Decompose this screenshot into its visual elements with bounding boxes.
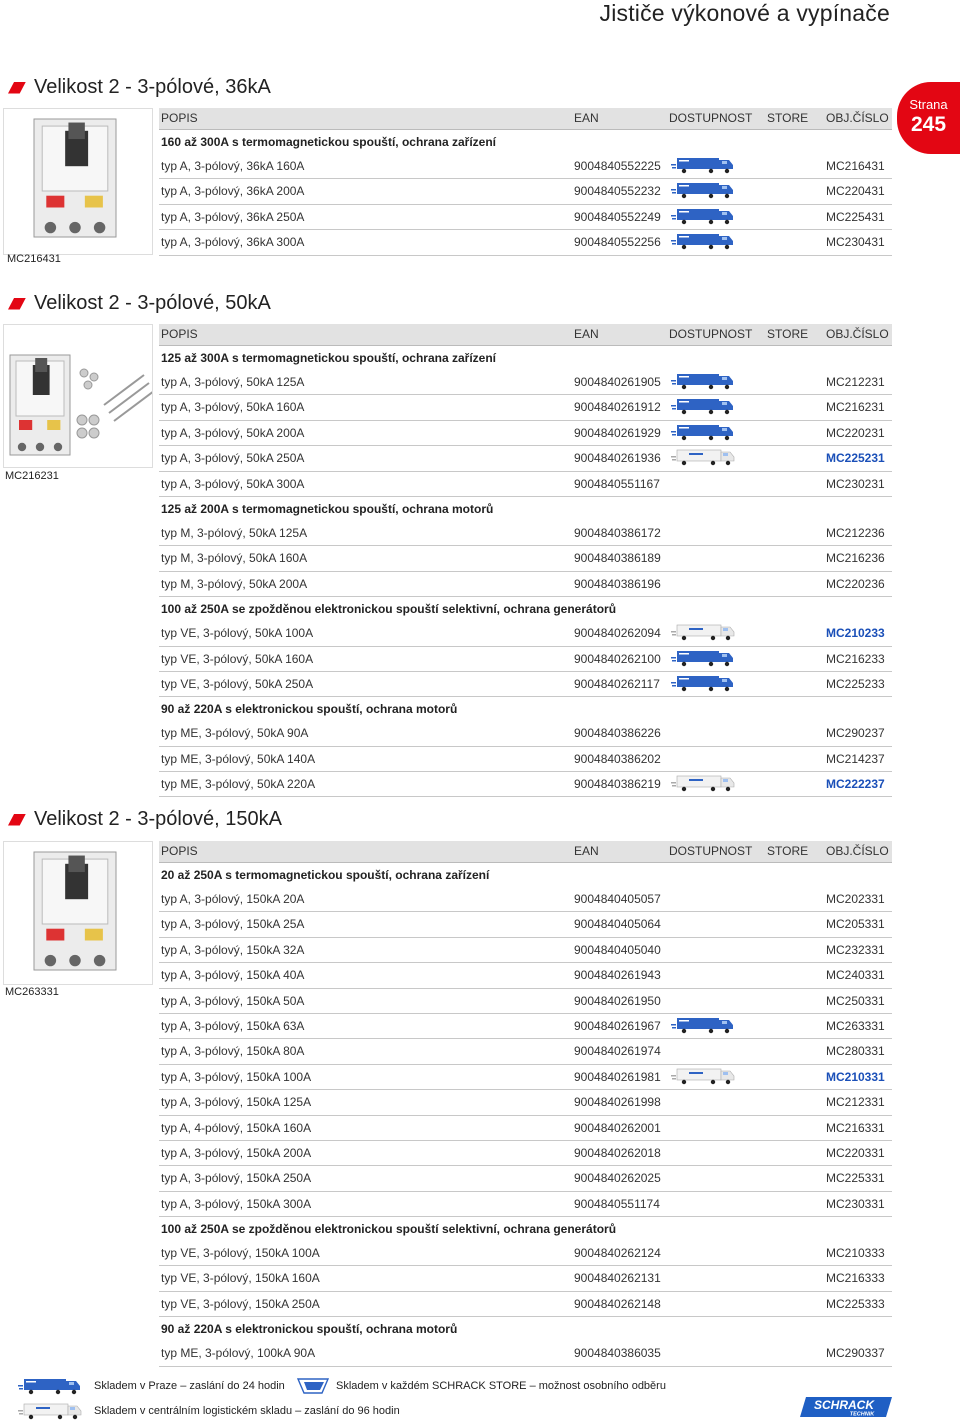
row-ean: 9004840261998: [574, 1095, 661, 1110]
row-description: typ A, 3-pólový, 150kA 20A: [161, 892, 305, 906]
row-description: typ A, 3-pólový, 50kA 160A: [161, 400, 305, 415]
section-title: Velikost 2 - 3-pólové, 50kA: [8, 292, 271, 315]
table-row: [159, 963, 892, 988]
header-popis: POPIS: [161, 327, 198, 341]
header-ean: EAN: [574, 844, 599, 858]
row-order-code: MC210333: [826, 1246, 885, 1261]
row-order-code: MC222237: [826, 777, 885, 792]
row-description: typ A, 3-pólový, 36kA 160A: [161, 159, 305, 173]
row-description: typ ME, 3-pólový, 50kA 140A: [161, 751, 316, 766]
page-title: Jističe výkonové a vypínače: [599, 0, 890, 26]
header-store: STORE: [767, 844, 809, 858]
row-ean: 9004840261974: [574, 1044, 661, 1059]
row-order-code: MC220431: [826, 184, 885, 199]
schrack-logo: [800, 1395, 892, 1419]
row-ean: 9004840262124: [574, 1246, 661, 1261]
row-order-code: MC202331: [826, 892, 885, 906]
row-ean: 9004840386196: [574, 576, 661, 591]
table-row: [159, 230, 892, 255]
row-description: typ A, 3-pólový, 150kA 200A: [161, 1145, 312, 1160]
table-row: [159, 672, 892, 697]
product-image: [3, 324, 153, 468]
row-description: typ A, 3-pólový, 150kA 125A: [161, 1095, 312, 1110]
row-order-code: MC290237: [826, 726, 885, 741]
row-order-code: MC232331: [826, 942, 885, 957]
header-popis: POPIS: [161, 111, 198, 125]
row-ean: 9004840552225: [574, 159, 661, 173]
row-ean: 9004840386202: [574, 751, 661, 766]
row-description: typ VE, 3-pólový, 150kA 100A: [161, 1246, 320, 1261]
row-ean: 9004840261950: [574, 993, 661, 1008]
row-description: typ A, 3-pólový, 150kA 40A: [161, 968, 305, 983]
table-header: [159, 841, 892, 863]
row-description: typ VE, 3-pólový, 150kA 160A: [161, 1271, 320, 1286]
row-ean: 9004840386189: [574, 551, 661, 566]
row-order-code: MC230231: [826, 476, 885, 491]
row-order-code: MC225333: [826, 1296, 885, 1311]
section-marker: [8, 814, 26, 826]
section-title: Velikost 2 - 3-pólové, 150kA: [8, 808, 282, 831]
table-row: [159, 179, 892, 204]
page-number-label: Strana: [909, 97, 948, 112]
header-obj-cislo: OBJ.ČÍSLO: [826, 327, 889, 341]
table-row: [159, 421, 892, 446]
row-ean: 9004840262117: [574, 676, 660, 691]
row-description: typ A, 3-pólový, 150kA 80A: [161, 1044, 305, 1059]
header-store: STORE: [767, 327, 809, 341]
truck-central-icon: [18, 1402, 88, 1420]
legend-central: [18, 1402, 400, 1420]
row-order-code: MC230331: [826, 1196, 885, 1211]
row-order-code: MC280331: [826, 1044, 885, 1059]
truck-prague-icon: [671, 1016, 743, 1034]
table-row: [159, 205, 892, 230]
row-order-code: MC216231: [826, 400, 885, 415]
row-order-code: MC216233: [826, 651, 885, 666]
truck-central-icon: [671, 774, 743, 792]
row-description: typ A, 3-pólový, 50kA 300A: [161, 476, 305, 491]
row-order-code: MC216431: [826, 159, 885, 173]
row-ean: 9004840386219: [574, 777, 661, 792]
header-popis: POPIS: [161, 844, 198, 858]
row-ean: 9004840552249: [574, 209, 661, 224]
row-ean: 9004840261929: [574, 425, 661, 440]
section-marker: [8, 82, 26, 94]
row-description: typ A, 3-pólový, 150kA 25A: [161, 917, 305, 932]
row-ean: 9004840261967: [574, 1018, 661, 1033]
truck-central-icon: [671, 448, 743, 466]
header-store: STORE: [767, 111, 809, 125]
row-ean: 9004840386035: [574, 1346, 661, 1361]
row-description: typ A, 3-pólový, 36kA 250A: [161, 209, 305, 224]
row-order-code: MC225233: [826, 676, 885, 691]
table-row: [159, 446, 892, 471]
legend-store: [296, 1377, 666, 1395]
group-title: 20 až 250A s termomagnetickou spouští, ochrana zařízení: [161, 868, 490, 882]
row-ean: 9004840386226: [574, 726, 661, 741]
row-ean: 9004840262001: [574, 1120, 661, 1135]
row-description: typ M, 3-pólový, 50kA 125A: [161, 525, 308, 540]
table-row: [159, 772, 892, 797]
truck-prague-icon: [671, 156, 743, 174]
row-order-code: MC214237: [826, 751, 885, 766]
row-ean: 9004840552232: [574, 184, 661, 199]
table-row: [159, 721, 892, 746]
row-ean: 9004840262018: [574, 1145, 661, 1160]
product-table: [159, 108, 892, 256]
row-description: typ A, 3-pólový, 150kA 250A: [161, 1171, 312, 1186]
row-ean: 9004840262025: [574, 1171, 661, 1186]
table-row: [159, 1039, 892, 1064]
row-description: typ M, 3-pólový, 50kA 160A: [161, 551, 308, 566]
row-ean: 9004840552256: [574, 235, 661, 250]
row-ean: 9004840551167: [574, 476, 660, 491]
page-number: 245: [910, 113, 947, 136]
row-order-code: MC225331: [826, 1171, 885, 1186]
row-ean: 9004840261943: [574, 968, 661, 983]
row-order-code: MC212231: [826, 375, 885, 389]
row-order-code: MC220236: [826, 576, 885, 591]
row-order-code: MC250331: [826, 993, 885, 1008]
product-image-code: MC263331: [5, 986, 59, 998]
truck-prague-icon: [671, 207, 743, 225]
row-description: typ A, 3-pólový, 150kA 300A: [161, 1196, 312, 1211]
table-row: [159, 938, 892, 963]
header-obj-cislo: OBJ.ČÍSLO: [826, 111, 889, 125]
group-title: 90 až 220A s elektronickou spouští, ochrana motorů: [161, 1322, 458, 1337]
table-row: [159, 989, 892, 1014]
svg-text:TECHNIK: TECHNIK: [849, 1411, 875, 1418]
row-order-code: MC212331: [826, 1095, 885, 1110]
row-description: typ VE, 3-pólový, 150kA 250A: [161, 1296, 320, 1311]
table-row: [159, 1192, 892, 1217]
row-description: typ VE, 3-pólový, 50kA 160A: [161, 651, 314, 666]
truck-prague-icon: [671, 181, 743, 199]
table-row: [159, 1141, 892, 1166]
row-description: typ A, 3-pólový, 36kA 300A: [161, 235, 305, 250]
row-order-code: MC240331: [826, 968, 885, 983]
truck-central-icon: [671, 1067, 743, 1085]
header-obj-cislo: OBJ.ČÍSLO: [826, 844, 889, 858]
table-row: [159, 1166, 892, 1191]
legend-store-text: Skladem v každém SCHRACK STORE – možnost osobního odběru: [336, 1380, 666, 1392]
table-row: [159, 1090, 892, 1115]
row-order-code: MC216333: [826, 1271, 885, 1286]
header-ean: EAN: [574, 327, 599, 341]
table-row: [159, 887, 892, 912]
row-ean: 9004840261936: [574, 451, 661, 466]
group-title: 90 až 220A s elektronickou spouští, ochrana motorů: [161, 702, 458, 717]
group-title: 125 až 200A s termomagnetickou spouští, ochrana motorů: [161, 501, 494, 516]
row-order-code: MC216331: [826, 1120, 885, 1135]
row-ean: 9004840262100: [574, 651, 661, 666]
truck-prague-icon: [671, 372, 743, 390]
group-title: 125 až 300A s termomagnetickou spouští, ochrana zařízení: [161, 351, 497, 365]
truck-prague-icon: [671, 232, 743, 250]
row-order-code: MC225231: [826, 451, 885, 466]
row-description: typ A, 3-pólový, 150kA 63A: [161, 1018, 305, 1033]
section-title: Velikost 2 - 3-pólové, 36kA: [8, 76, 271, 99]
row-ean: 9004840551174: [574, 1196, 660, 1211]
product-image: [3, 841, 153, 985]
table-row: [159, 154, 892, 179]
product-image-code: MC216231: [5, 470, 59, 482]
row-ean: 9004840386172: [574, 525, 661, 540]
store-cart-icon: [296, 1377, 330, 1395]
table-row: [159, 1065, 892, 1090]
table-row: [159, 546, 892, 571]
table-row: [159, 572, 892, 597]
table-row: [159, 395, 892, 420]
truck-prague-icon: [671, 423, 743, 441]
svg-text:SCHRACK: SCHRACK: [814, 1398, 874, 1412]
product-image: [3, 108, 153, 255]
footer-legend: [0, 1365, 960, 1427]
table-header: [159, 108, 892, 130]
row-ean: 9004840405057: [574, 892, 661, 906]
row-description: typ A, 4-pólový, 150kA 160A: [161, 1120, 312, 1135]
row-order-code: MC216236: [826, 551, 885, 566]
row-ean: 9004840405040: [574, 942, 661, 957]
truck-prague-icon: [671, 397, 743, 415]
row-order-code: MC225431: [826, 209, 885, 224]
legend-central-text: Skladem v centrálním logistickém skladu – zaslání do 96 hodin: [94, 1405, 400, 1417]
product-table: [159, 841, 892, 1367]
table-row: [159, 1341, 892, 1366]
section-marker: [8, 298, 26, 310]
row-ean: 9004840261912: [574, 400, 661, 415]
row-ean: 9004840262148: [574, 1296, 661, 1311]
row-ean: 9004840262094: [574, 626, 661, 641]
truck-central-icon: [671, 623, 743, 641]
row-description: typ VE, 3-pólový, 50kA 250A: [161, 676, 314, 691]
table-row: [159, 621, 892, 646]
row-description: typ ME, 3-pólový, 100kA 90A: [161, 1346, 316, 1361]
row-description: typ A, 3-pólový, 150kA 50A: [161, 993, 305, 1008]
row-ean: 9004840261905: [574, 375, 661, 389]
table-row: [159, 1116, 892, 1141]
legend-prague: [18, 1377, 285, 1395]
row-order-code: MC263331: [826, 1018, 885, 1033]
row-order-code: MC220331: [826, 1145, 885, 1160]
group-title: 160 až 300A s termomagnetickou spouští, ochrana zařízení: [161, 135, 497, 149]
table-row: [159, 370, 892, 395]
truck-prague-icon: [671, 674, 743, 692]
table-row: [159, 747, 892, 772]
header-dostupnost: DOSTUPNOST: [669, 327, 753, 341]
row-order-code: MC290337: [826, 1346, 885, 1361]
row-ean: 9004840262131: [574, 1271, 661, 1286]
table-row: [159, 647, 892, 672]
row-description: typ M, 3-pólový, 50kA 200A: [161, 576, 308, 591]
row-description: typ A, 3-pólový, 36kA 200A: [161, 184, 305, 199]
table-header: [159, 324, 892, 346]
group-title: 100 až 250A se zpožděnou elektronickou spouští selektivní, ochrana generátorů: [161, 602, 617, 617]
row-description: typ A, 3-pólový, 50kA 125A: [161, 375, 305, 389]
row-description: typ ME, 3-pólový, 50kA 220A: [161, 777, 316, 792]
table-row: [159, 912, 892, 937]
truck-prague-icon: [18, 1377, 88, 1395]
row-description: typ A, 3-pólový, 150kA 32A: [161, 942, 305, 957]
product-table: [159, 324, 892, 797]
row-description: typ A, 3-pólový, 50kA 250A: [161, 451, 305, 466]
page-number-badge: [897, 82, 960, 154]
row-ean: 9004840261981: [574, 1069, 661, 1084]
table-row: [159, 1292, 892, 1317]
header-dostupnost: DOSTUPNOST: [669, 844, 753, 858]
header-dostupnost: DOSTUPNOST: [669, 111, 753, 125]
truck-prague-icon: [671, 649, 743, 667]
row-order-code: MC210233: [826, 626, 885, 641]
row-order-code: MC220231: [826, 425, 885, 440]
header-ean: EAN: [574, 111, 599, 125]
table-row: [159, 1241, 892, 1266]
table-row: [159, 472, 892, 497]
product-image-code: MC216431: [7, 253, 61, 265]
table-row: [159, 1266, 892, 1291]
row-order-code: MC210331: [826, 1069, 885, 1084]
table-row: [159, 521, 892, 546]
row-description: typ A, 3-pólový, 50kA 200A: [161, 425, 305, 440]
group-title: 100 až 250A se zpožděnou elektronickou spouští selektivní, ochrana generátorů: [161, 1222, 617, 1237]
row-description: typ ME, 3-pólový, 50kA 90A: [161, 726, 309, 741]
row-order-code: MC212236: [826, 525, 885, 540]
table-row: [159, 1014, 892, 1039]
row-ean: 9004840405064: [574, 917, 661, 932]
row-order-code: MC230431: [826, 235, 885, 250]
row-description: typ VE, 3-pólový, 50kA 100A: [161, 626, 314, 641]
row-order-code: MC205331: [826, 917, 885, 932]
row-description: typ A, 3-pólový, 150kA 100A: [161, 1069, 312, 1084]
legend-prague-text: Skladem v Praze – zaslání do 24 hodin: [94, 1380, 285, 1392]
